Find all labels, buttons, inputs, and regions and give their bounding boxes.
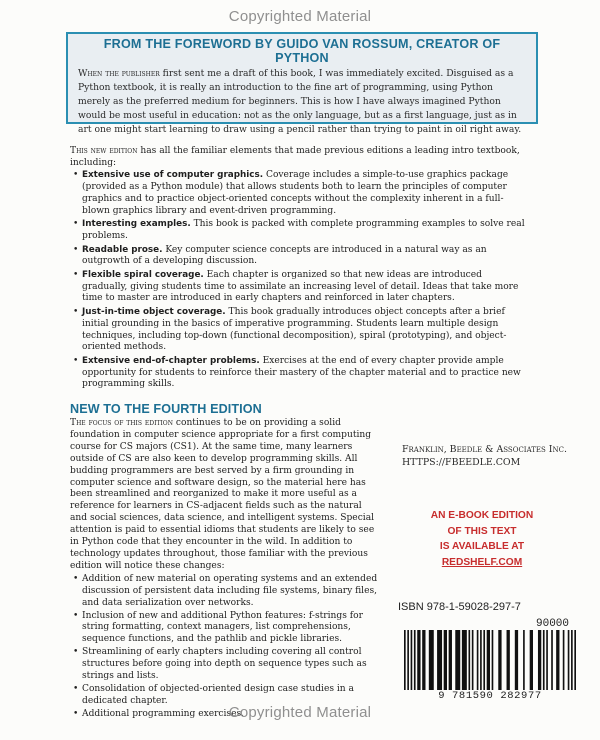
new-edition-paragraph bbox=[70, 418, 380, 573]
watermark-bottom: Copyrighted Material bbox=[228, 704, 372, 721]
foreword-heading: FROM THE FOREWORD BY GUIDO VAN ROSSUM, CREATOR OF PYTHON bbox=[103, 37, 501, 65]
change-text: Additional programming exercises. bbox=[82, 708, 245, 719]
feature-item bbox=[70, 356, 530, 391]
ebook-line: OF THIS TEXT bbox=[447, 525, 517, 537]
bullet-icon: • bbox=[73, 355, 79, 366]
feature-text: Exercises at the end of every chapter provide ample opportunity for students to reinforce their mastery of the chapter material and to practice new programming skills. bbox=[82, 355, 521, 390]
barcode-price-code: 90000 bbox=[536, 618, 570, 630]
change-text: Streamlining of early chapters including covering all control structures before going into depth on sequence types such as strings and lists. bbox=[82, 647, 367, 682]
foreword-box bbox=[66, 32, 538, 135]
ebook-line: IS AVAILABLE AT bbox=[439, 541, 525, 552]
feature-title: Readable prose. bbox=[82, 244, 163, 255]
bullet-icon: • bbox=[73, 610, 79, 621]
new-edition-lead: The focus of this edition bbox=[70, 418, 173, 428]
new-edition-section bbox=[70, 418, 380, 722]
feature-title: Extensive use of computer graphics. bbox=[82, 170, 264, 181]
change-text: Inclusion of new and additional Python features: f-strings for string formatting, context managers, list comprehensions, sequence functions, and the pathlib and pickle libraries. bbox=[82, 610, 363, 645]
barcode-bars bbox=[400, 630, 580, 692]
feature-list bbox=[70, 170, 530, 391]
feature-text: Key computer science concepts are introduced in a natural way as an outgrowth of a developing discussion. bbox=[82, 244, 487, 267]
changes-list bbox=[70, 574, 380, 721]
change-text: Addition of new material on operating systems and an extended discussion of persistent data including file systems, binary files, and data serialization over networks. bbox=[82, 573, 378, 608]
publisher-block bbox=[402, 443, 592, 469]
feature-title: Interesting examples. bbox=[82, 219, 191, 230]
intro-body: has all the familiar elements that made previous editions a leading intro textbook, including: bbox=[70, 146, 520, 168]
bullet-icon: • bbox=[73, 219, 79, 230]
foreword-body: first sent me a draft of this book, I was immediately excited. Disguised as a Python textbook, it is really an introduction to the fine art of programming, using Python merely as the preferred medium for beginners. This is how I have always imagined Python would be most useful in education: not as the only language, but as a first language, just as in art one might start learning to draw using a pencil rather than trying to paint in oil right away. bbox=[78, 68, 522, 135]
new-edition-body: continues to be on providing a solid foundation in computer science appropriate for a first computing course for CS majors (CS1). At the same time, many learners outside of CS are also keen to develop programming skills. All budding programmers are best served by a firm grounding in computer science and software design, so the material here has been streamlined and reorganized to make it more useful as a reference for learners in CS-adjacent fields such as the natural and social sciences, data science, and intelligent systems. Special attention is paid to essential idioms that students are likely to see in Python code that they encounter in the wild. In addition to technology updates throughout, those familiar with the previous edition will notice these changes: bbox=[70, 418, 375, 571]
barcode bbox=[400, 618, 580, 708]
publisher-url[interactable]: HTTPS://FBEEDLE.COM bbox=[402, 457, 521, 468]
feature-title: Extensive end-of-chapter problems. bbox=[82, 355, 260, 366]
intro-section bbox=[70, 146, 530, 393]
feature-item bbox=[70, 245, 530, 268]
bullet-icon: • bbox=[73, 307, 79, 318]
change-text: Consolidation of objected-oriented design case studies in a dedicated chapter. bbox=[82, 683, 354, 706]
intro-lead: This new edition bbox=[70, 146, 138, 156]
feature-item bbox=[70, 219, 530, 242]
bullet-icon: • bbox=[73, 683, 79, 694]
feature-title: Flexible spiral coverage. bbox=[82, 270, 204, 281]
foreword-text bbox=[78, 67, 526, 137]
feature-text: Each chapter is organized so that new ideas are introduced gradually, giving students time to assimilate an increasing level of detail. Ideas that take more time to master are introduced in early chapters and reinforced in later chapters. bbox=[82, 270, 519, 304]
ebook-notice bbox=[392, 508, 572, 570]
new-edition-heading: NEW TO THE FOURTH EDITION bbox=[70, 402, 262, 416]
ebook-line: AN E-BOOK EDITION bbox=[430, 510, 534, 521]
barcode-digits: 9 781590 282977 bbox=[438, 690, 542, 702]
foreword-lead: When the publisher bbox=[78, 68, 160, 79]
feature-item bbox=[70, 307, 530, 354]
watermark-top: Copyrighted Material bbox=[228, 8, 372, 25]
change-item bbox=[70, 647, 380, 683]
redshelf-link[interactable]: REDSHELF.COM bbox=[441, 556, 523, 568]
intro-paragraph bbox=[70, 146, 530, 169]
feature-title: Just-in-time object coverage. bbox=[82, 307, 226, 318]
feature-item bbox=[70, 170, 530, 217]
bullet-icon: • bbox=[73, 270, 79, 281]
bullet-icon: • bbox=[73, 170, 79, 181]
isbn-text: ISBN 978-1-59028-297-7 bbox=[398, 601, 521, 613]
feature-text: This book gradually introduces object concepts after a brief initial grounding in the basics of imperative programming. Students learn multiple design techniques, including top-down (functional decomposition), spiral (prototyping), and object-oriented methods. bbox=[82, 307, 507, 353]
change-item bbox=[70, 611, 380, 647]
feature-text: This book is packed with complete programming examples to solve real problems. bbox=[82, 219, 525, 241]
bullet-icon: • bbox=[73, 244, 79, 255]
feature-text: Coverage includes a simple-to-use graphics package (provided as a Python module) that allows students both to learn the principles of computer graphics and to practice object-oriented concepts without the complexity inherent in a full-blown graphics library and event-driven programming. bbox=[82, 170, 509, 216]
bullet-icon: • bbox=[73, 573, 79, 584]
bullet-icon: • bbox=[73, 647, 79, 658]
feature-item bbox=[70, 270, 530, 305]
change-item bbox=[70, 574, 380, 610]
publisher-name: Franklin, Beedle & Associates Inc. bbox=[402, 444, 567, 455]
bullet-icon: • bbox=[73, 708, 79, 719]
